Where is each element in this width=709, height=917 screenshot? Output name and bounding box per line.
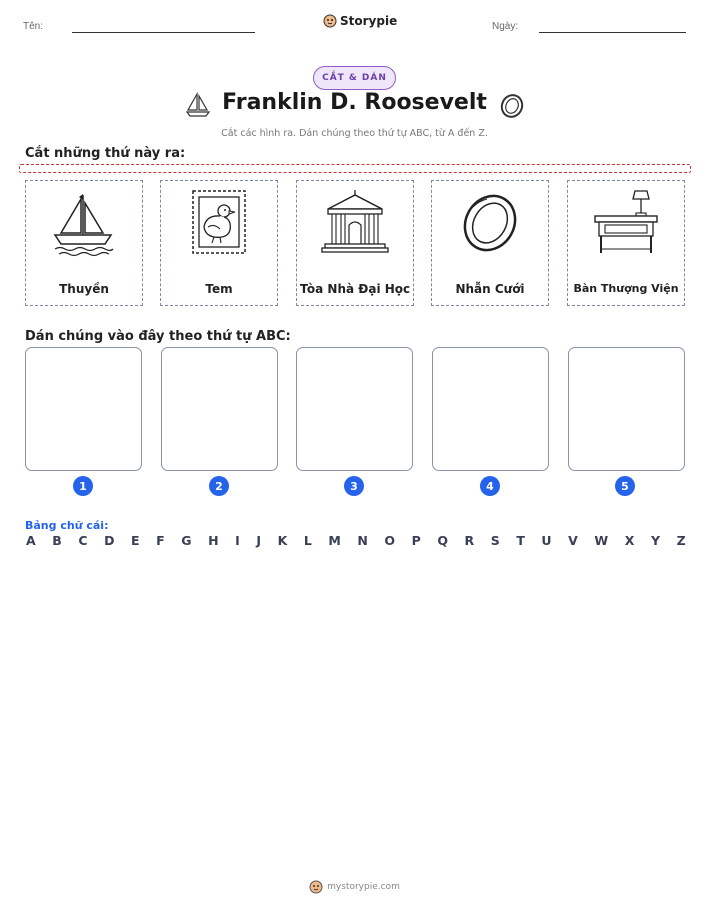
cut-line (19, 164, 691, 173)
duck-stamp-icon (184, 187, 254, 257)
paste-box-2[interactable] (161, 347, 278, 471)
name-line (72, 32, 255, 33)
paste-box-4[interactable] (432, 347, 549, 471)
alphabet-letter: P (411, 533, 421, 548)
cut-card-stamp[interactable] (160, 180, 278, 306)
alphabet-letter: E (131, 533, 140, 548)
storypie-mascot-icon (323, 14, 337, 28)
date-line (539, 32, 686, 33)
paste-number-5: 5 (615, 476, 635, 496)
alphabet-letter: D (104, 533, 115, 548)
alphabet-letter: I (235, 533, 240, 548)
paste-number-2: 2 (209, 476, 229, 496)
university-building-icon (320, 187, 390, 257)
activity-badge: CẮT & DÁN (313, 66, 396, 90)
paste-section-heading: Dán chúng vào đây theo thứ tự ABC: (25, 329, 291, 344)
alphabet-letter: K (277, 533, 288, 548)
date-label: Ngày: (492, 21, 519, 32)
cut-card-senate-desk[interactable] (567, 180, 685, 306)
alphabet-letter: S (490, 533, 500, 548)
alphabet-letter: X (624, 533, 635, 548)
brand-logo (323, 14, 397, 28)
cut-card-label: Tòa Nhà Đại Học (299, 282, 411, 296)
alphabet-letter: R (464, 533, 475, 548)
cut-card-label: Bàn Thượng Viện (573, 282, 679, 295)
alphabet-letter: T (516, 533, 525, 548)
alphabet-letter: N (357, 533, 368, 548)
title-ring-icon (498, 92, 526, 120)
footer (0, 880, 709, 894)
name-label: Tên: (23, 21, 44, 32)
alphabet-letter: Q (437, 533, 448, 548)
cut-card-label: Nhẫn Cưới (455, 282, 525, 296)
cut-card-ring[interactable] (431, 180, 549, 306)
cut-card-label: Tem (205, 282, 233, 296)
alphabet-label: Bảng chữ cái: (25, 519, 109, 532)
paste-box-3[interactable] (296, 347, 413, 471)
wedding-ring-icon (455, 187, 525, 257)
alphabet-letter: W (594, 533, 609, 548)
alphabet-letter: A (26, 533, 36, 548)
instructions: Cắt các hình ra. Dán chúng theo thứ tự ABC, từ A đến Z. (221, 128, 488, 139)
paste-number-4: 4 (480, 476, 500, 496)
cut-card-boat[interactable] (25, 180, 143, 306)
paste-box-1[interactable] (25, 347, 142, 471)
paste-box-5[interactable] (568, 347, 685, 471)
paste-number-1: 1 (73, 476, 93, 496)
alphabet-letter: V (568, 533, 578, 548)
alphabet-letter: Z (676, 533, 686, 548)
alphabet-letter: L (303, 533, 312, 548)
alphabet-row (26, 533, 686, 548)
alphabet-letter: H (208, 533, 219, 548)
alphabet-letter: U (541, 533, 552, 548)
cut-card-label: Thuyền (59, 282, 109, 296)
alphabet-letter: Y (650, 533, 660, 548)
alphabet-letter: C (78, 533, 88, 548)
alphabet-letter: G (181, 533, 192, 548)
cut-section-heading: Cắt những thứ này ra: (25, 146, 186, 161)
alphabet-letter: J (256, 533, 261, 548)
sailboat-icon (49, 187, 119, 257)
page-title: Franklin D. Roosevelt (222, 90, 487, 115)
storypie-mascot-icon (309, 880, 323, 894)
cut-card-university[interactable] (296, 180, 414, 306)
alphabet-letter: F (156, 533, 165, 548)
brand-name: Storypie (340, 14, 398, 28)
alphabet-letter: O (384, 533, 396, 548)
paste-number-3: 3 (344, 476, 364, 496)
alphabet-letter: M (328, 533, 341, 548)
alphabet-letter: B (52, 533, 62, 548)
footer-site: mystorypie.com (327, 882, 400, 892)
senate-desk-icon (591, 187, 661, 257)
